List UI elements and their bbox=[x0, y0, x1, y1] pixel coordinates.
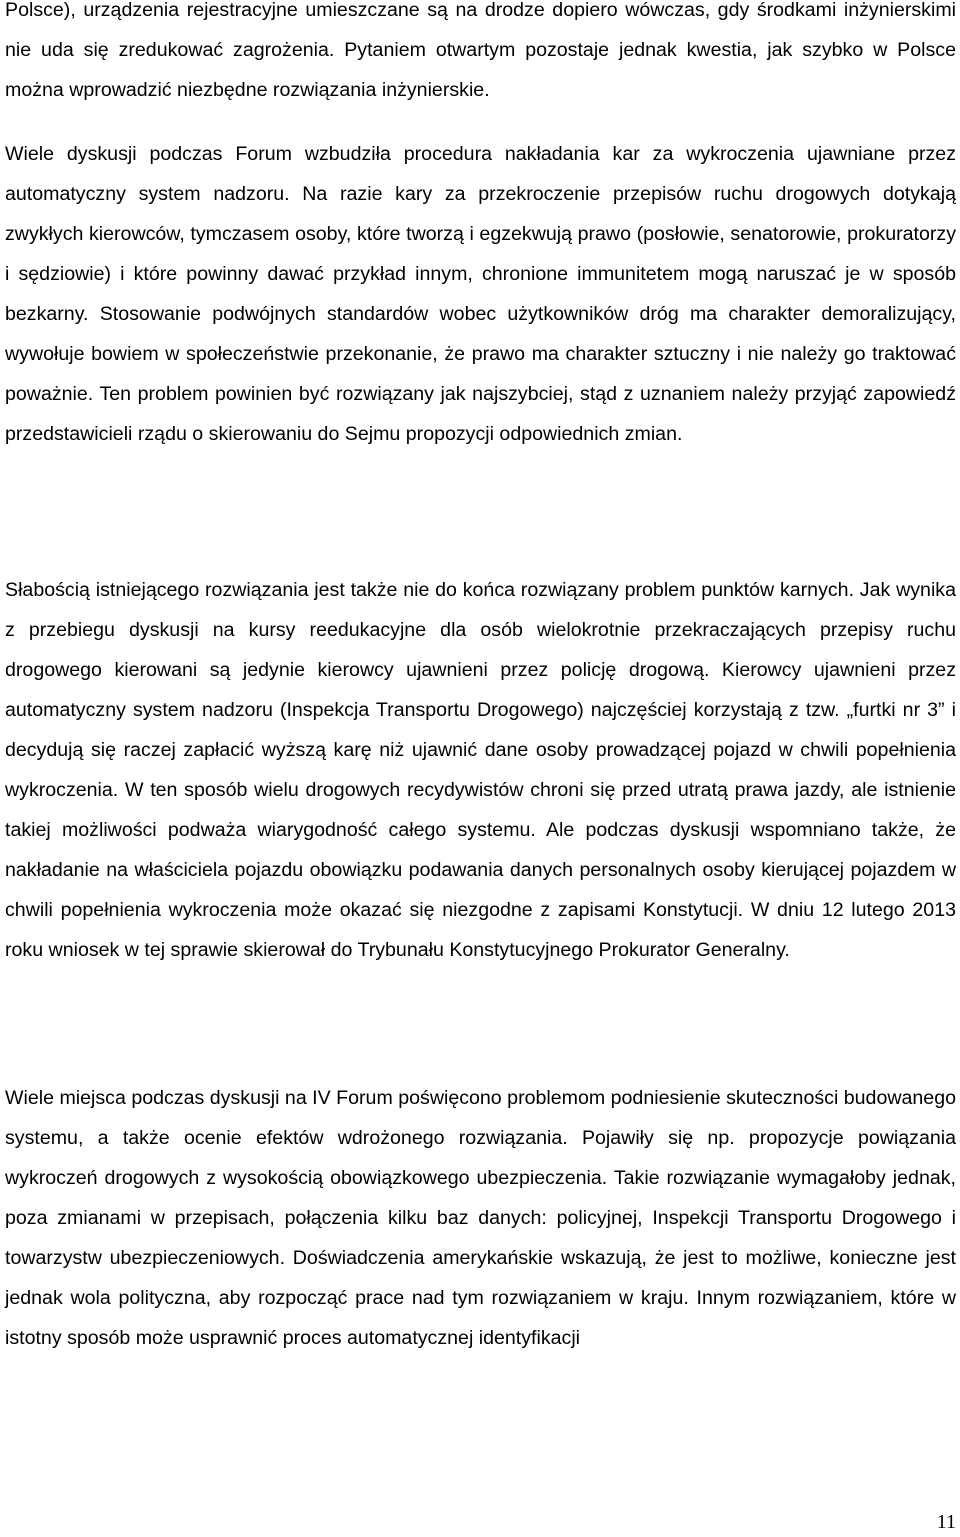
paragraph-3: Słabością istniejącego rozwiązania jest także nie do końca rozwiązany problem punktów karnych. Jak wynika z przebiegu dyskusji na kursy reedukacyjne dla osób wielokrotnie przekraczających przepisy ruchu drogowego kierowani są jedynie kierowcy ujawnieni przez policję drogową. Kierowcy ujawnieni przez automatyczny system nadzoru (Inspekcja Transportu Drogowego) najczęściej korzystają z tzw. „furtki nr 3” i decydują się raczej zapłacić wyższą karę niż ujawnić dane osoby prowadzącej pojazd w chwili popełnienia wykroczenia. W ten sposób wielu drogowych recydywistów chroni się przed utratą prawa jazdy, ale istnienie takiej możliwości podważa wiarygodność całego systemu. Ale podczas dyskusji wspomniano także, że nakładanie na właściciela pojazdu obowiązku podawania danych personalnych osoby kierującej pojazdem w chwili popełnienia wykroczenia może okazać się niezgodne z zapisami Konstytucji. W dniu 12 lutego 2013 roku wniosek w tej sprawie skierował do Trybunału Konstytucyjnego Prokurator Generalny. bbox=[5, 579, 956, 961]
paragraph-4: Wiele miejsca podczas dyskusji na IV Forum poświęcono problemom podniesienie skuteczności budowanego systemu, a także ocenie efektów wdrożonego rozwiązania. Pojawiły się np. propozycje powiązania wykroczeń drogowych z wysokością obowiązkowego ubezpieczenia. Takie rozwiązanie wymagałoby jednak, poza zmianami w przepisach, połączenia kilku baz danych: policyjnej, Inspekcji Transportu Drogowego i towarzystw ubezpieczeniowych. Doświadczenia amerykańskie wskazują, że jest to możliwe, konieczne jest jednak wola polityczna, aby rozpocząć prace nad tym rozwiązaniem w kraju. Innym rozwiązaniem, które w istotny sposób może usprawnić proces automatycznej identyfikacji bbox=[5, 1087, 956, 1349]
paragraph-2: Wiele dyskusji podczas Forum wzbudziła procedura nakładania kar za wykroczenia ujawniane przez automatyczny system nadzoru. Na razie kary za przekroczenie przepisów ruchu drogowych dotykają zwykłych kierowców, tymczasem osoby, które tworzą i egzekwują prawo (posłowie, senatorowie, prokuratorzy i sędziowie) i które powinny dawać przykład innym, chronione immunitetem mogą naruszać je w sposób bezkarny. Stosowanie podwójnych standardów wobec użytkowników dróg ma charakter demoralizujący, wywołuje bowiem w społeczeństwie przekonanie, że prawo ma charakter sztuczny i nie należy go traktować poważnie. Ten problem powinien być rozwiązany jak najszybciej, stąd z uznaniem należy przyjąć zapowiedź przedstawicieli rządu o skierowaniu do Sejmu propozycji odpowiednich zmian. bbox=[5, 143, 956, 445]
page-number: 11 bbox=[936, 1511, 956, 1533]
paragraph-1: Polsce), urządzenia rejestracyjne umieszczane są na drodze dopiero wówczas, gdy środkami inżynierskimi nie uda się zredukować zagrożenia. Pytaniem otwartym pozostaje jednak kwestia, jak szybko w Polsce można wprowadzić niezbędne rozwiązania inżynierskie. bbox=[5, 0, 956, 101]
